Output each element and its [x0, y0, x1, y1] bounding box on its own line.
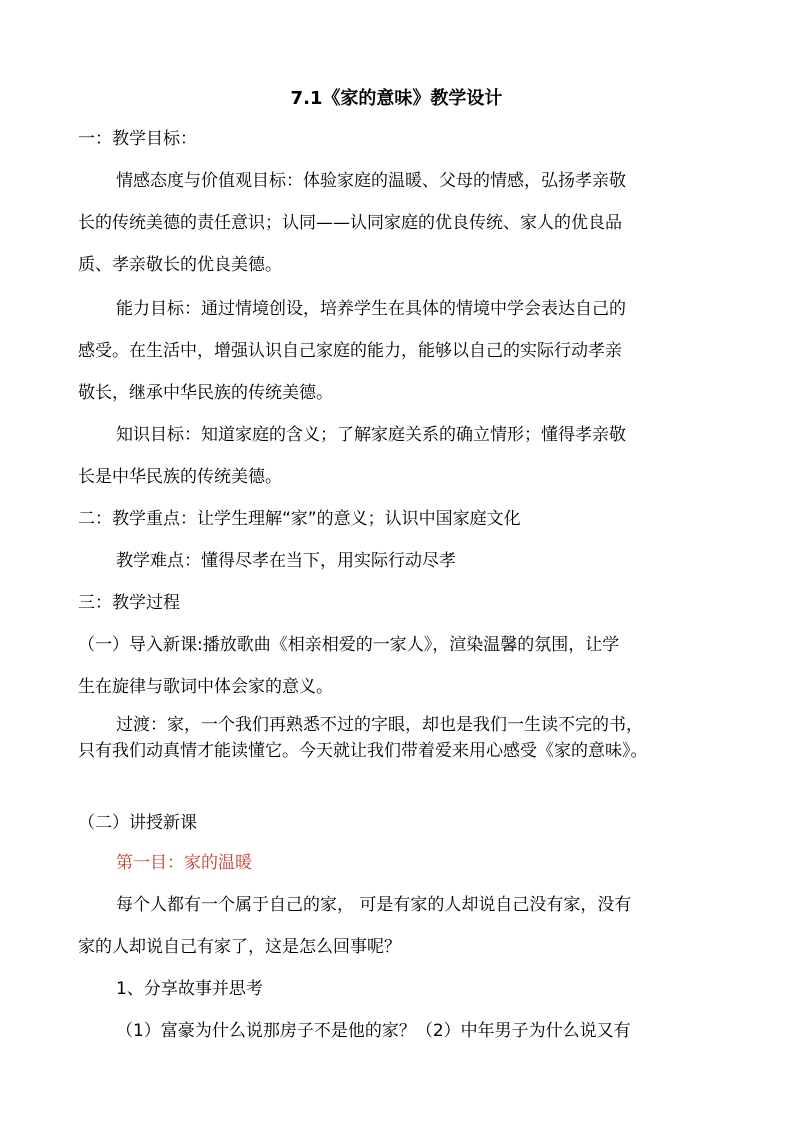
paragraph-line: 质、孝亲敬长的优良美德。 [78, 255, 282, 275]
list-heading-story: 1、分享故事并思考 [116, 979, 263, 999]
heading-process: 三：教学过程 [78, 593, 180, 613]
paragraph-line: 敬长，继承中华民族的传统美德。 [78, 383, 333, 403]
paragraph-line: 教学难点：懂得尽孝在当下，用实际行动尽孝 [116, 551, 456, 571]
paragraph-line: 生在旋律与歌词中体会家的意义。 [78, 677, 333, 697]
paragraph-line: 长的传统美德的责任意识；认同——认同家庭的优良传统、家人的优良品 [78, 213, 622, 233]
heading-key-points: 二：教学重点：让学生理解“家”的意义；认识中国家庭文化 [78, 509, 521, 529]
paragraph-line: 情感态度与价值观目标：体验家庭的温暖、父母的情感，弘扬孝亲敬 [116, 171, 626, 191]
paragraph-line: 过渡：家，一个我们再熟悉不过的字眼，却也是我们一生读不完的书， [116, 715, 643, 735]
heading-objectives: 一：教学目标： [78, 129, 197, 149]
paragraph-line: 家的人却说自己有家了，这是怎么回事呢？ [78, 937, 401, 957]
paragraph-line: （1）富豪为什么说那房子不是他的家？（2）中年男子为什么说又有 [116, 1021, 631, 1041]
paragraph-line: 能力目标：通过情境创设，培养学生在具体的情境中学会表达自己的 [116, 299, 626, 319]
section-heading-warmth: 第一目：家的温暖 [116, 853, 252, 873]
paragraph-line: 知识目标：知道家庭的含义；了解家庭关系的确立情形；懂得孝亲敬 [116, 425, 626, 445]
paragraph-line: 感受。在生活中，增强认识自己家庭的能力，能够以自己的实际行动孝亲 [78, 341, 622, 361]
paragraph-line: 每个人都有一个属于自己的家， 可是有家的人却说自己没有家，没有 [116, 895, 632, 915]
document-title: 7.1《家的意味》教学设计 [290, 88, 503, 109]
heading-new-lesson: （二）讲授新课 [78, 813, 197, 833]
paragraph-line: （一）导入新课:播放歌曲《相亲相爱的一家人》，渲染温馨的氛围，让学 [78, 635, 620, 655]
paragraph-line: 长是中华民族的传统美德。 [78, 467, 282, 487]
paragraph-line: 只有我们动真情才能读懂它。今天就让我们带着爱来用心感受《家的意味》。 [78, 741, 648, 761]
